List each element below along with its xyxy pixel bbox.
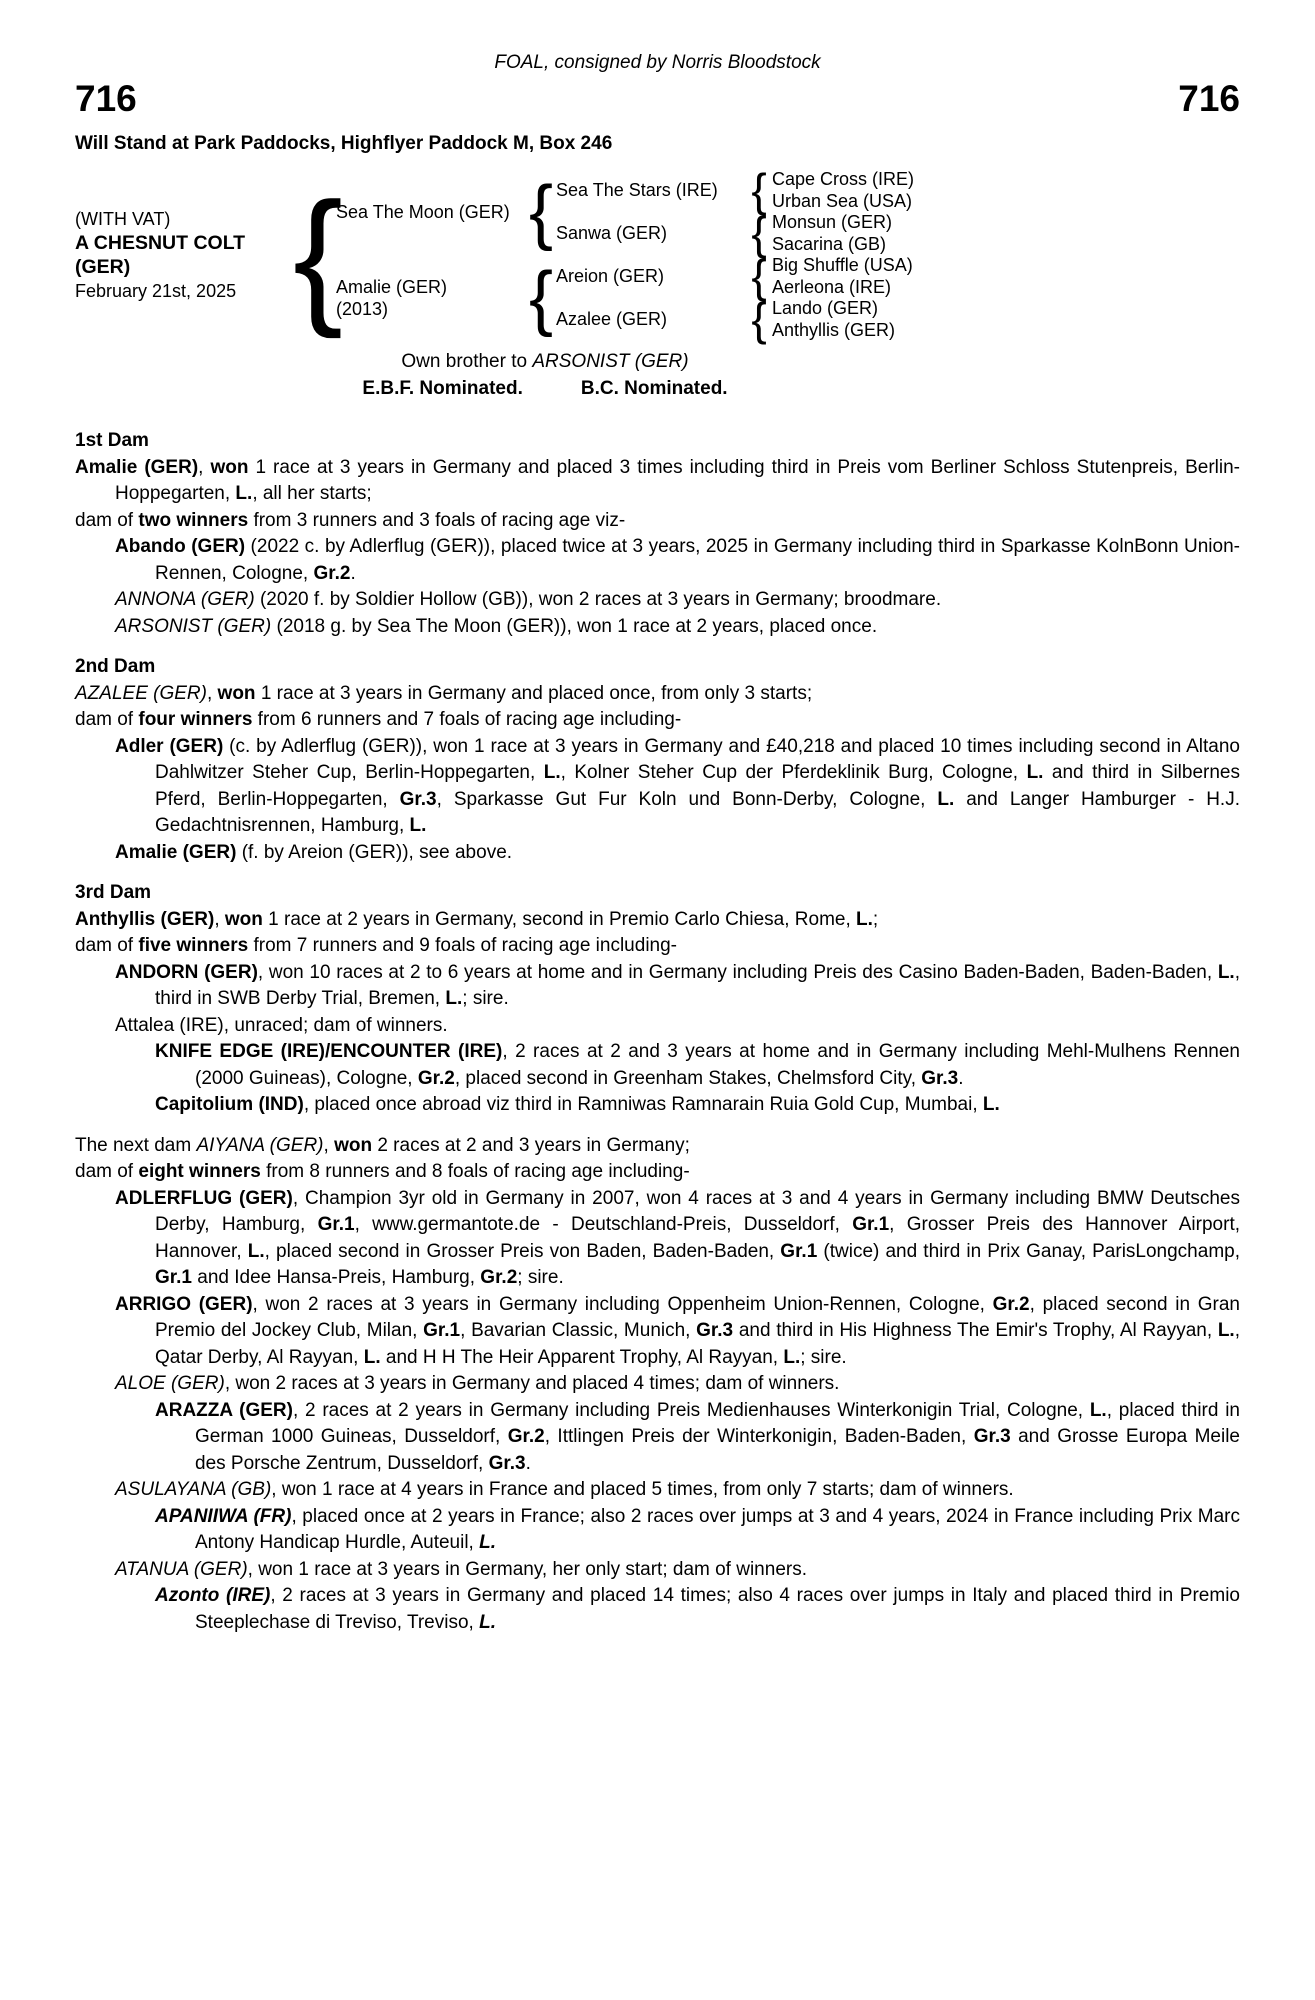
text-run: , placed once abroad viz third in Ramniwas Ramnarain Ruia Gold Cup, Mumbai, xyxy=(303,1094,983,1115)
pedigree-brace-sire: { xyxy=(528,171,554,252)
text-run: ATANUA (GER) xyxy=(115,1558,248,1580)
text-run: L. xyxy=(982,1094,1000,1115)
text-run: , placed third in German 1000 Guineas, Dusseldorf, xyxy=(195,1399,1240,1447)
own-brother-line xyxy=(75,349,1015,376)
text-run: , third in SWB Derby Trial, Bremen, xyxy=(155,961,1240,1009)
text-run: dam of xyxy=(75,709,139,730)
text-run: , xyxy=(206,682,218,704)
text-run: , won 1 race at 4 years in France and placed 5 times, from only 7 starts; dam of winners. xyxy=(271,1479,1014,1500)
text-run: L. xyxy=(1089,1399,1107,1421)
text-run: Amalie (GER) xyxy=(75,456,199,478)
text-run: L. xyxy=(445,988,463,1009)
text-run: L. xyxy=(479,1532,497,1553)
grandsire-name: Areion (GER) xyxy=(556,266,665,286)
text-run: , Ittlingen Preis der Winterkonigin, Baden-Baden, xyxy=(544,1426,974,1447)
colt-details xyxy=(75,169,300,341)
text-run: L. xyxy=(1217,961,1235,983)
text-run: ARSONIST (GER) xyxy=(115,615,272,637)
para-adler xyxy=(75,734,1240,840)
text-run: dam of xyxy=(75,935,139,956)
ancestor-name: Monsun (GER) xyxy=(772,212,893,233)
text-run: , Champion 3yr old in Germany in 2007, won 4 races at 3 and 4 years in Germany including BMW Deutsches Derby, Hamburg, xyxy=(155,1187,1241,1235)
text-run: (twice) and third in Prix Ganay, ParisLongchamp, xyxy=(817,1240,1240,1262)
pedigree-brace-pair: { xyxy=(751,250,767,302)
section-next-dam xyxy=(75,1133,1240,1637)
granddam-name: Sanwa (GER) xyxy=(556,223,668,243)
text-run: ; xyxy=(872,908,879,930)
para-dam-of-winners xyxy=(75,707,1240,734)
para-aloe xyxy=(75,1371,1240,1398)
para-arrigo xyxy=(75,1292,1240,1372)
text-run: , xyxy=(323,1134,335,1156)
dam-foaling-year: (2013) xyxy=(336,299,389,319)
lot-number-right: 716 xyxy=(1178,77,1240,119)
ancestor-name: Lando (GER) xyxy=(772,298,879,319)
text-run: , www.germantote.de - Deutschland-Preis, Dusseldorf, xyxy=(354,1214,853,1235)
text-run: APANIIWA (FR) xyxy=(155,1505,292,1527)
text-run: , placed second in Grosser Preis von Baden, Baden-Baden, xyxy=(264,1240,781,1262)
text-run: , Sparkasse Gut Fur Koln und Bonn-Derby, Cologne, xyxy=(436,788,938,810)
stand-location-line: Will Stand at Park Paddocks, Highflyer Paddock M, Box 246 xyxy=(75,132,613,154)
text-run: , won 2 races at 3 years in Germany and placed 4 times; dam of winners. xyxy=(224,1373,840,1394)
text-run: L. xyxy=(409,815,427,836)
para-adlerflug xyxy=(75,1186,1240,1292)
vat-note: (WITH VAT) xyxy=(75,209,171,229)
ancestor-name: Sacarina (GB) xyxy=(772,233,887,254)
para-azalee-record xyxy=(75,681,1240,708)
text-run: Gr.1 xyxy=(155,1267,192,1288)
text-run: Gr.3 xyxy=(921,1067,959,1089)
text-run: L. xyxy=(235,483,253,504)
text-run: (f. by Areion (GER)), see above. xyxy=(236,841,513,863)
pedigree-brace-pair: { xyxy=(751,293,767,345)
section-1st-dam xyxy=(75,428,1240,640)
text-run: L. xyxy=(363,1346,381,1368)
para-abando xyxy=(75,534,1240,587)
text-run: ASULAYANA (GB) xyxy=(115,1479,272,1500)
text-run: and third in Silbernes Pferd, Berlin-Hoppegarten, xyxy=(155,762,1240,810)
text-run: 2 races at 2 and 3 years in Germany; xyxy=(372,1134,690,1156)
text-run: The next dam xyxy=(75,1134,197,1156)
text-run: , 2 races at 2 and 3 years at home and in Germany including Mehl-Mulhens Rennen (2000 Guineas), Cologne, xyxy=(195,1041,1240,1089)
text-run: from 6 runners and 7 foals of racing age including- xyxy=(252,709,682,730)
text-run: Gr.2 xyxy=(992,1293,1030,1315)
para-apaniiwa xyxy=(75,1504,1240,1557)
text-run: dam of xyxy=(75,1161,139,1182)
text-run: Gr.1 xyxy=(423,1320,461,1341)
ancestor-name: Aerleona (IRE) xyxy=(772,276,892,297)
pedigree-table xyxy=(75,164,1240,345)
text-run: won xyxy=(224,908,263,930)
text-run: , placed second in Greenham Stakes, Chelmsford City, xyxy=(454,1067,922,1089)
section-heading: 1st Dam xyxy=(75,430,149,451)
ancestor-name: Urban Sea (USA) xyxy=(772,190,913,211)
text-run: , Bavarian Classic, Munich, xyxy=(460,1320,697,1341)
text-run: 1 race at 3 years in Germany and placed 3 times including third in Preis vom Berliner Schloss Stutenpreis, Berlin-Hoppegarten, xyxy=(115,456,1240,504)
text-run: from 7 runners and 9 foals of racing age including- xyxy=(248,935,678,956)
text-run: four winners xyxy=(138,709,253,730)
text-run: KNIFE EDGE (IRE)/ENCOUNTER (IRE) xyxy=(155,1041,503,1062)
para-arazza xyxy=(75,1398,1240,1478)
text-run: Gr.3 xyxy=(696,1320,734,1341)
text-run: ALOE (GER) xyxy=(115,1373,225,1394)
text-run: ADLERFLUG (GER) xyxy=(115,1187,293,1209)
text-run: L. xyxy=(783,1346,801,1368)
own-brother-name: ARSONIST (GER) xyxy=(532,351,689,372)
section-heading: 3rd Dam xyxy=(75,882,152,903)
pedigree-text xyxy=(75,428,1240,1636)
text-run: five winners xyxy=(138,935,249,956)
dam-cell xyxy=(336,255,526,341)
text-run: Gr.2 xyxy=(417,1067,455,1089)
text-run: (2020 f. by Soldier Hollow (GB)), won 2 races at 3 years in Germany; broodmare. xyxy=(254,589,942,610)
text-run: and H H The Heir Apparent Trophy, Al Rayyan, xyxy=(380,1346,784,1368)
text-run: , Qatar Derby, Al Rayyan, xyxy=(155,1320,1240,1368)
text-run: Gr.1 xyxy=(317,1214,355,1235)
text-run: AZALEE (GER) xyxy=(75,682,207,704)
text-run: , won 2 races at 3 years in Germany including Oppenheim Union-Rennen, Cologne, xyxy=(252,1293,993,1315)
foal-date: February 21st, 2025 xyxy=(75,281,237,301)
text-run: and Langer Hamburger - H.J. Gedachtnisrennen, Hamburg, xyxy=(155,788,1240,836)
para-andorn xyxy=(75,960,1240,1013)
text-run: , Kolner Steher Cup der Pferdeklinik Burg, Cologne, xyxy=(560,762,1027,783)
dam-name: Amalie (GER) xyxy=(336,277,448,297)
nominations-line xyxy=(75,376,1015,403)
colt-name: A CHESNUT COLT xyxy=(75,232,246,254)
text-run: ; sire. xyxy=(800,1346,847,1368)
para-arsonist xyxy=(75,614,1240,641)
text-run: eight winners xyxy=(138,1161,261,1182)
para-attalea xyxy=(75,1013,1240,1040)
text-run: won xyxy=(217,682,256,704)
text-run: two winners xyxy=(138,509,249,531)
para-atanua xyxy=(75,1557,1240,1584)
text-run: from 3 runners and 3 foals of racing age viz- xyxy=(248,509,626,531)
ancestor-name: Anthyllis (GER) xyxy=(772,319,896,340)
para-dam-of-winners xyxy=(75,933,1240,960)
para-capitolium xyxy=(75,1092,1240,1119)
pedigree-brace-pair: { xyxy=(751,207,767,259)
text-run: won xyxy=(210,456,249,478)
text-run: 1 race at 3 years in Germany and placed once, from only 3 starts; xyxy=(255,682,813,704)
text-run: ; sire. xyxy=(462,988,509,1009)
para-asulayana xyxy=(75,1477,1240,1504)
granddam-name: Azalee (GER) xyxy=(556,309,668,329)
text-run: , xyxy=(198,456,211,478)
text-run: (2018 g. by Sea The Moon (GER)), won 1 race at 2 years, placed once. xyxy=(271,615,878,637)
text-run: won xyxy=(334,1134,373,1156)
own-brother-prefix: Own brother to xyxy=(401,351,533,372)
text-run: Gr.1 xyxy=(852,1214,890,1235)
section-3rd-dam xyxy=(75,880,1240,1119)
para-annona xyxy=(75,587,1240,614)
text-run: Gr.3 xyxy=(488,1452,526,1474)
para-aiyana-record xyxy=(75,1133,1240,1160)
text-run: , 2 races at 3 years in Germany and placed 14 times; also 4 races over jumps in Italy and placed third in Premio Steeplechase di Treviso, Treviso, xyxy=(195,1585,1240,1633)
text-run: , 2 races at 2 years in Germany including Preis Medienhauses Winterkonigin Trial, Cologne, xyxy=(292,1399,1090,1421)
notes-block xyxy=(75,349,1015,402)
text-run: Gr.3 xyxy=(399,788,437,810)
para-dam-of-winners xyxy=(75,1159,1240,1186)
text-run: Capitolium (IND) xyxy=(155,1094,304,1115)
text-run: and Idee Hansa-Preis, Hamburg, xyxy=(191,1267,481,1288)
text-run: and Grosse Europa Meile des Porsche Zentrum, Dusseldorf, xyxy=(195,1426,1240,1474)
text-run: Gr.2 xyxy=(313,562,351,584)
text-run: from 8 runners and 8 foals of racing age including- xyxy=(260,1161,690,1182)
bc-nominated: B.C. Nominated. xyxy=(580,377,728,399)
ancestor-name: Big Shuffle (USA) xyxy=(772,255,913,276)
ebf-nominated: E.B.F. Nominated. xyxy=(362,377,523,399)
section-heading: 2nd Dam xyxy=(75,656,156,677)
lot-number-left: 716 xyxy=(75,77,137,119)
text-run: (2022 c. by Adlerflug (GER)), placed twice at 3 years, 2025 in Germany including third in Sparkasse KolnBonn Union-Rennen, Cologne, xyxy=(155,536,1240,584)
text-run: 1 race at 2 years in Germany, second in Premio Carlo Chiesa, Rome, xyxy=(262,908,857,930)
text-run: Abando (GER) xyxy=(115,536,246,557)
text-run: and third in His Highness The Emir's Trophy, Al Rayyan, xyxy=(733,1320,1218,1341)
text-run: ANDORN (GER) xyxy=(115,961,258,983)
para-dam-of-winners xyxy=(75,508,1240,535)
text-run: . xyxy=(525,1452,531,1474)
text-run: Gr.3 xyxy=(973,1426,1011,1447)
para-amalie xyxy=(75,840,1240,867)
text-run: , placed once at 2 years in France; also 2 races over jumps at 3 and 4 years, 2024 in France including Prix Marc Antony Handicap Hurdle, Auteuil, xyxy=(195,1505,1240,1553)
text-run: ; sire. xyxy=(517,1267,564,1288)
text-run: ARRIGO (GER) xyxy=(115,1293,253,1315)
text-run: Adler (GER) xyxy=(115,735,224,757)
text-run: . xyxy=(958,1067,964,1089)
text-run: (c. by Adlerflug (GER)), won 1 race at 3 years in Germany and £40,218 and placed 10 times including second in Altano Dahlwitzer Steher Cup, Berlin-Hoppegarten, xyxy=(155,735,1240,783)
text-run: Azonto (IRE) xyxy=(155,1585,271,1606)
text-run: ANNONA (GER) xyxy=(115,589,255,610)
text-run: L. xyxy=(856,908,873,930)
text-run: , all her starts; xyxy=(252,483,372,504)
text-run: ARAZZA (GER) xyxy=(155,1399,293,1421)
text-run: dam of xyxy=(75,509,139,531)
pedigree-brace-pair: { xyxy=(751,164,767,216)
text-run: AIYANA (GER) xyxy=(196,1134,324,1156)
text-run: L. xyxy=(1026,762,1044,783)
text-run: . xyxy=(350,562,356,584)
text-run: , won 1 race at 3 years in Germany, her only start; dam of winners. xyxy=(247,1558,807,1580)
sire-name: Sea The Moon (GER) xyxy=(336,201,510,222)
pedigree-brace-dam: { xyxy=(528,257,554,338)
text-run: Amalie (GER) xyxy=(115,841,237,863)
text-run: L. xyxy=(543,762,561,783)
pedigree-brace-main: { xyxy=(292,170,344,339)
text-run: L. xyxy=(479,1611,496,1633)
text-run: Gr.2 xyxy=(507,1426,545,1447)
text-run: , won 10 races at 2 to 6 years at home and in Germany including Preis des Casino Baden-Baden, Baden-Baden, xyxy=(257,961,1218,983)
para-azonto xyxy=(75,1583,1240,1636)
text-run: Gr.1 xyxy=(780,1240,818,1262)
text-run: L. xyxy=(937,788,955,810)
ancestor-name: Cape Cross (IRE) xyxy=(772,169,915,190)
section-2nd-dam xyxy=(75,654,1240,866)
para-knife-edge xyxy=(75,1039,1240,1092)
text-run: Gr.2 xyxy=(480,1267,518,1288)
para-anthyllis-record xyxy=(75,907,1240,934)
lot-number-row xyxy=(75,79,1240,119)
text-run: Attalea (IRE), unraced; dam of winners. xyxy=(115,1014,448,1036)
colt-suffix: (GER) xyxy=(75,256,131,278)
para-amalie-record xyxy=(75,455,1240,508)
text-run: , placed second in Gran Premio del Jockey Club, Milan, xyxy=(155,1293,1240,1341)
grandsire-name: Sea The Stars (IRE) xyxy=(556,180,718,200)
text-run: , xyxy=(214,908,225,930)
text-run: L. xyxy=(1217,1320,1235,1341)
text-run: Anthyllis (GER) xyxy=(75,908,215,930)
text-run: L. xyxy=(247,1240,265,1262)
consignor-line: FOAL, consigned by Norris Bloodstock xyxy=(494,52,821,73)
text-run: , Grosser Preis des Hannover Airport, Hannover, xyxy=(155,1214,1240,1262)
